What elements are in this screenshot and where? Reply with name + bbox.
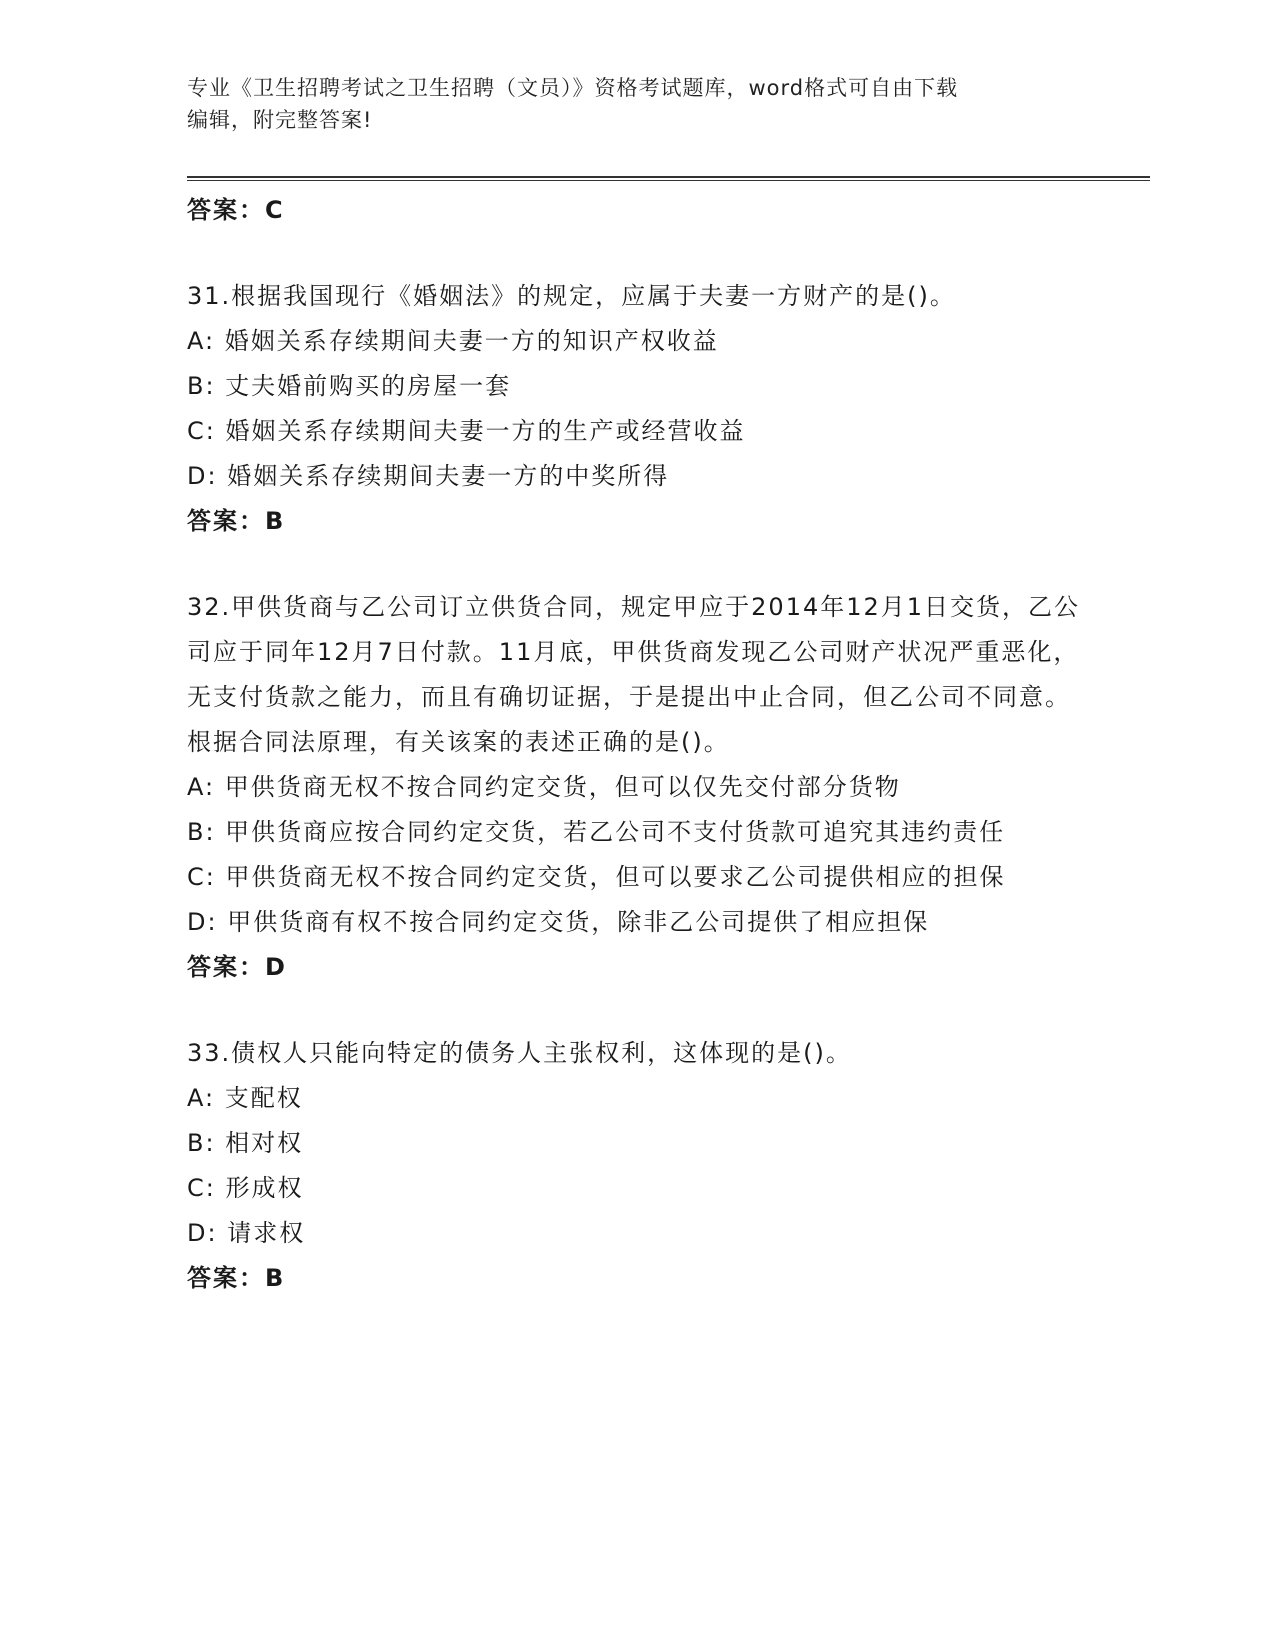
option-c: C: 甲供货商无权不按合同约定交货，但可以要求乙公司提供相应的担保 bbox=[187, 863, 1006, 891]
question-list bbox=[187, 188, 1087, 1300]
header-line-2: 编辑，附完整答案! bbox=[187, 108, 373, 132]
answer-32: 答案：D bbox=[187, 953, 287, 981]
option-a: A: 支配权 bbox=[187, 1084, 303, 1112]
option-d: D: 婚姻关系存续期间夫妻一方的中奖所得 bbox=[187, 462, 670, 490]
question-32 bbox=[187, 585, 1087, 989]
spacer bbox=[187, 989, 1087, 1031]
spacer bbox=[187, 543, 1087, 585]
question-33 bbox=[187, 1031, 1087, 1300]
answer-31: 答案：B bbox=[187, 507, 286, 535]
answer-previous: 答案：C bbox=[187, 196, 285, 224]
option-b: B: 丈夫婚前购买的房屋一套 bbox=[187, 372, 512, 400]
option-a: A: 婚姻关系存续期间夫妻一方的知识产权收益 bbox=[187, 327, 719, 355]
header-line-1: 专业《卫生招聘考试之卫生招聘（文员）》资格考试题库，word格式可自由下载 bbox=[187, 76, 959, 100]
question-stem: 32.甲供货商与乙公司订立供货合同，规定甲应于2014年12月1日交货，乙公司应于同年12月7日付款。11月底，甲供货商发现乙公司财产状况严重恶化，无支付货款之能力，而且有确切证据，于是提出中止合同，但乙公司不同意。根据合同法原理，有关该案的表述正确的是()。 bbox=[187, 593, 1081, 756]
option-a: A: 甲供货商无权不按合同约定交货，但可以仅先交付部分货物 bbox=[187, 773, 901, 801]
option-d: D: 甲供货商有权不按合同约定交货，除非乙公司提供了相应担保 bbox=[187, 908, 930, 936]
question-stem: 33.债权人只能向特定的债务人主张权利，这体现的是()。 bbox=[187, 1039, 852, 1067]
header-divider bbox=[187, 176, 1150, 181]
document-header bbox=[187, 72, 1067, 136]
question-31 bbox=[187, 274, 1087, 543]
option-c: C: 形成权 bbox=[187, 1174, 304, 1202]
option-c: C: 婚姻关系存续期间夫妻一方的生产或经营收益 bbox=[187, 417, 746, 445]
option-d: D: 请求权 bbox=[187, 1219, 306, 1247]
option-b: B: 甲供货商应按合同约定交货，若乙公司不支付货款可追究其违约责任 bbox=[187, 818, 1006, 846]
option-b: B: 相对权 bbox=[187, 1129, 304, 1157]
answer-33: 答案：B bbox=[187, 1264, 286, 1292]
question-stem: 31.根据我国现行《婚姻法》的规定，应属于夫妻一方财产的是()。 bbox=[187, 282, 956, 310]
spacer bbox=[187, 232, 1087, 274]
